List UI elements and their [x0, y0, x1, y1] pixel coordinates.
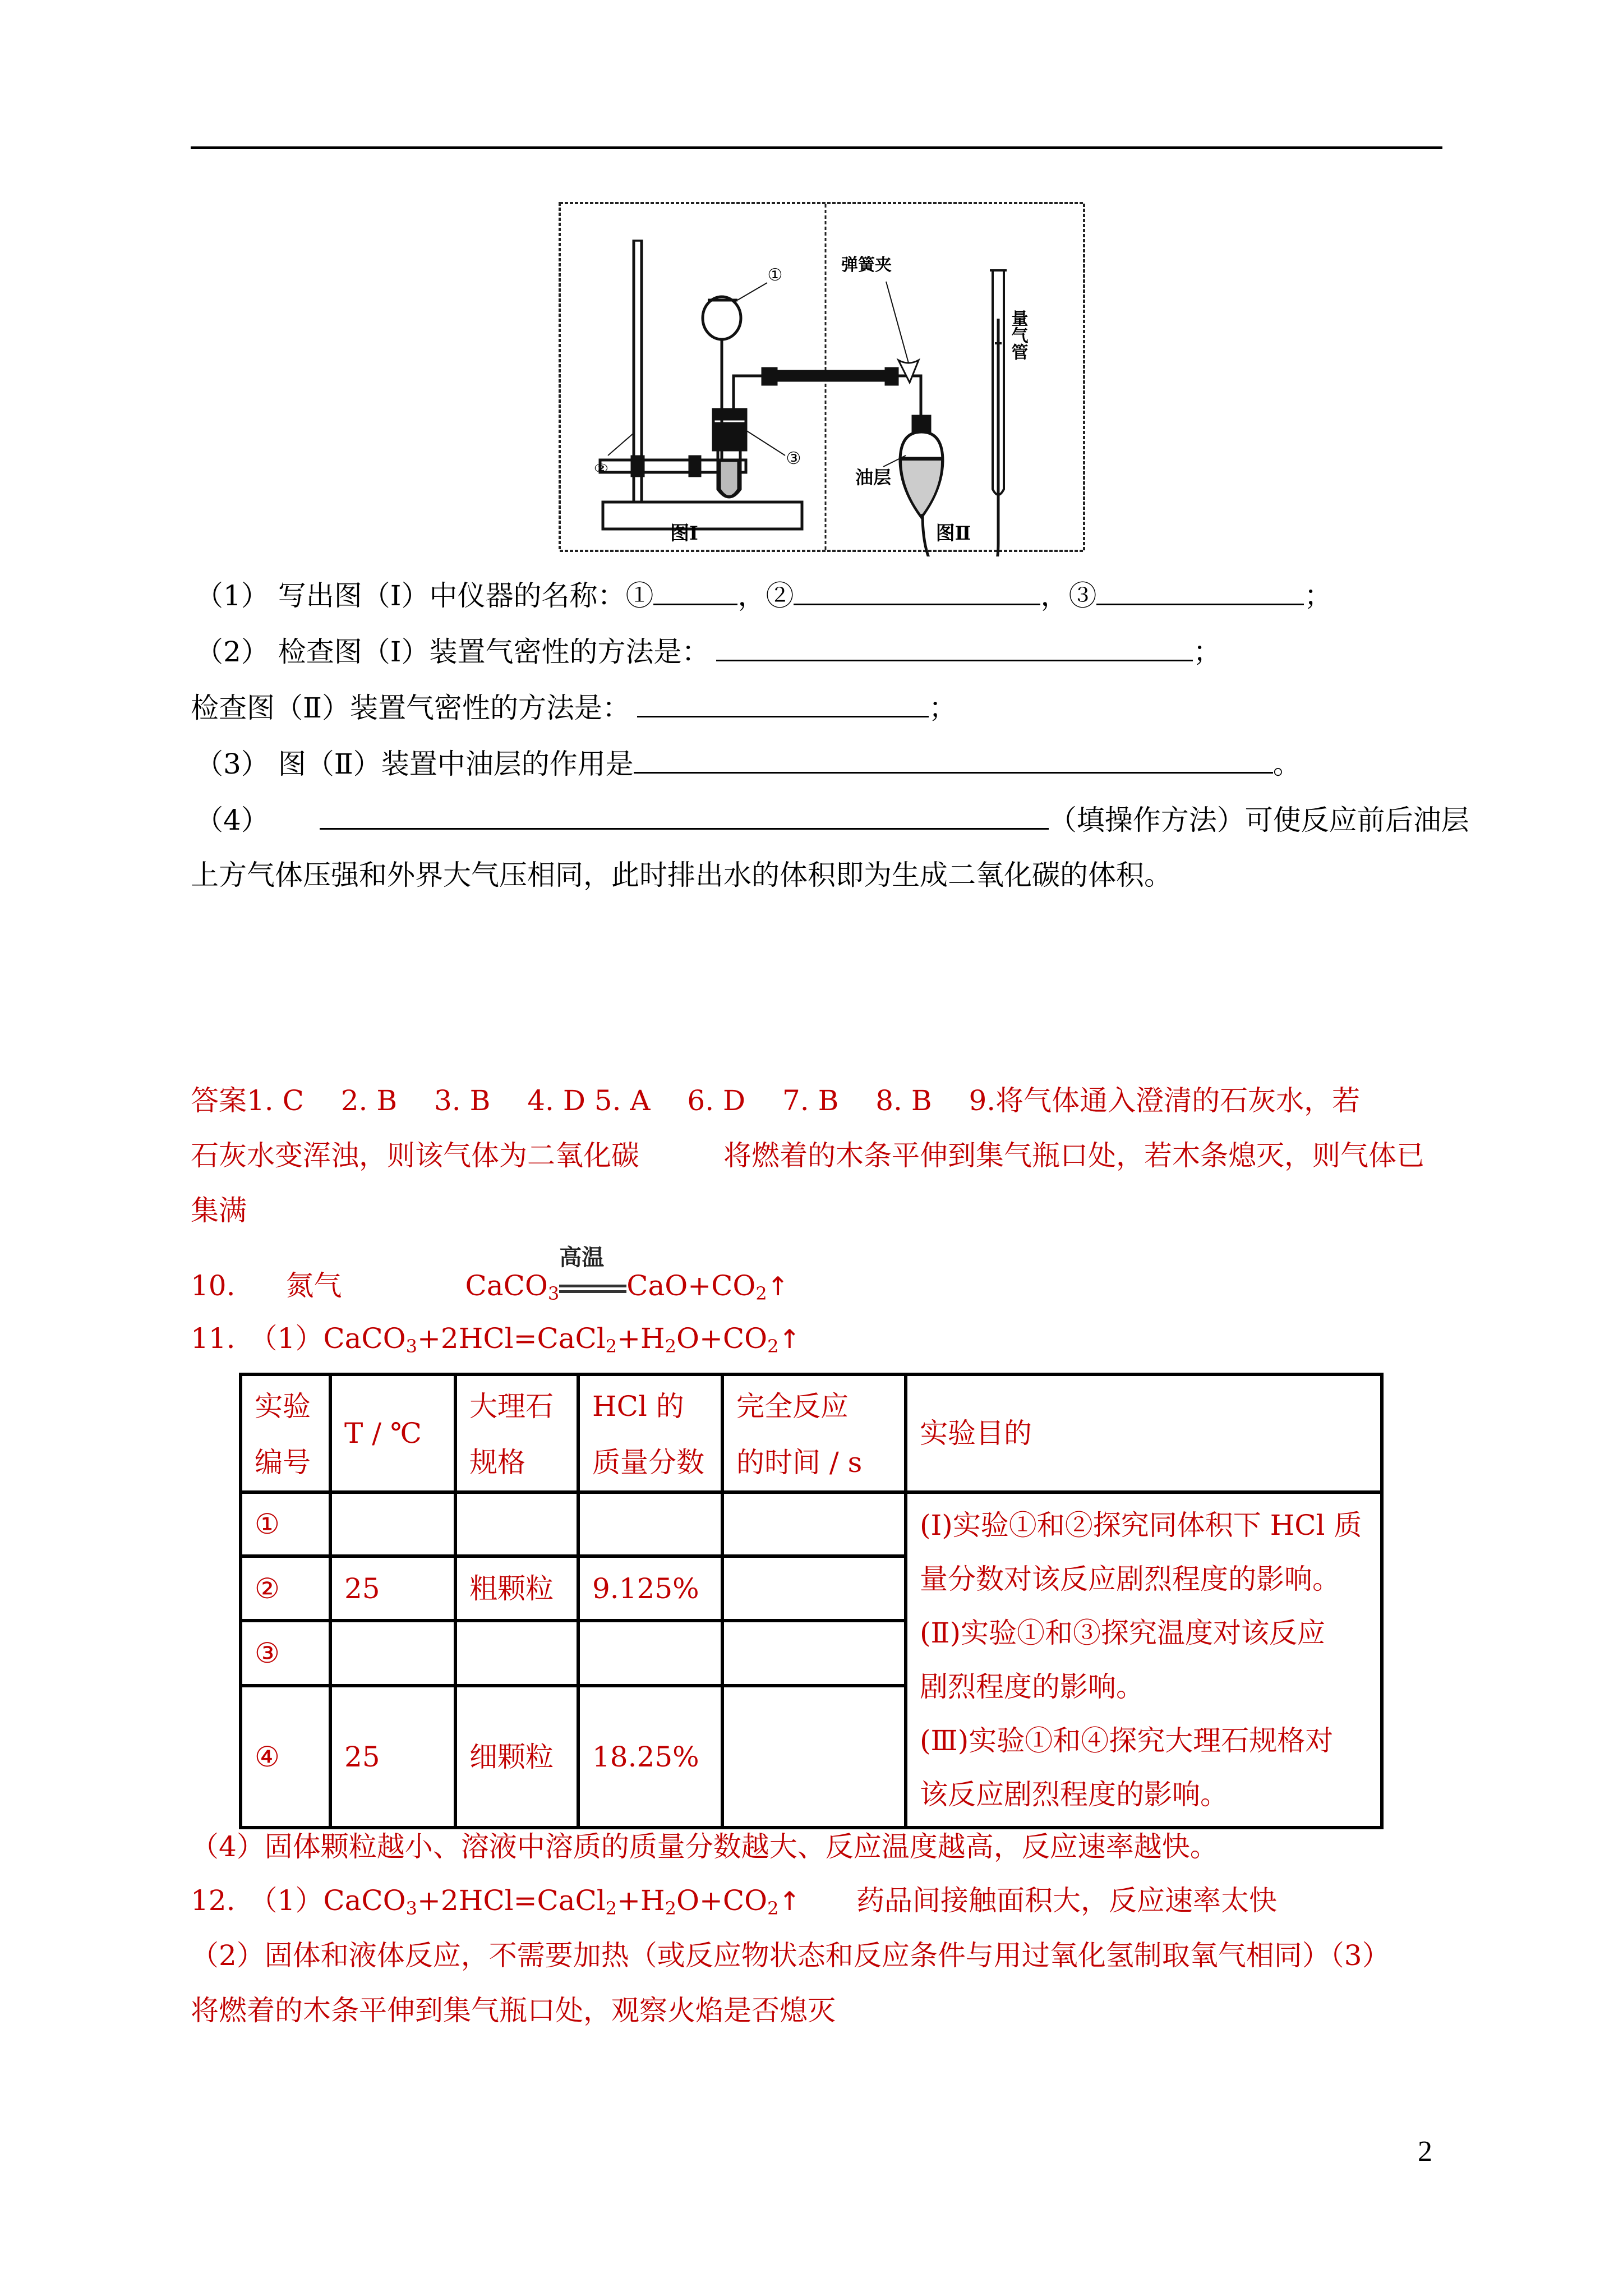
table-header-row — [241, 1374, 1382, 1492]
apparatus-figure — [555, 197, 1088, 556]
high-temp-equals: 高温 — [559, 1271, 626, 1305]
gas-arrow-icon: ↑ — [767, 1271, 789, 1301]
question-3: （3） 图（Ⅱ）装置中油层的作用是 。 — [195, 746, 1301, 781]
answers-line-3: 集满 — [191, 1194, 247, 1227]
oil-layer-label: 油层 — [855, 467, 892, 488]
figure-2-caption: 图Ⅱ — [935, 522, 971, 545]
test-tube — [713, 409, 746, 497]
table-row: ④ 25 细颗粒 18.25% — [241, 1686, 1382, 1828]
gas-arrow-icon: ↑ — [778, 1324, 801, 1354]
header-hcl-fraction: HCl 的 质量分数 — [578, 1374, 722, 1492]
answer-10: 10. 氮气 CaCO$_3$ 高温 $CaO+CO_2↑$ — [191, 1244, 789, 1304]
oil-vessel — [900, 319, 998, 556]
answers-line-2: 石灰水变浑浊，则该气体为二氧化碳 将燃着的木条平伸到集气瓶口处，若木条熄灭，则气体已 — [191, 1139, 1424, 1172]
header-rule — [191, 146, 1442, 149]
header-purpose: 实验目的 — [906, 1374, 1382, 1492]
table-row: ③ — [241, 1621, 1382, 1686]
label-1: ① — [767, 265, 783, 285]
question-1: （1） 写出图（Ⅰ）中仪器的名称：① ，② ，③ ； — [195, 578, 1332, 613]
answer-11-4: （4）固体颗粒越小、溶液中溶质的质量分数越大、反应温度越高，反应速率越快。 — [191, 1830, 1218, 1863]
header-reaction-time: 完全反应 的时间 / s — [722, 1374, 906, 1492]
question-2b: 检查图（Ⅱ）装置气密性的方法是： ； — [191, 690, 957, 725]
answer-blank-operation[interactable] — [320, 802, 1049, 830]
experiment-table — [239, 1373, 1384, 1829]
label-2: ② — [593, 462, 609, 476]
spring-clip-shape — [898, 360, 919, 383]
answer-12-2: （2）固体和液体反应，不需要加热（或反应物状态和反应条件与用过氧化氢制取氧气相同）（3） — [191, 1939, 1390, 1972]
spring-clip-label: 弹簧夹 — [841, 255, 892, 275]
answer-12-1: 12. $(1)CaCO_3+2HCl=CaCl_2+H_2O+CO_2↑$ 药品间接触面积大，反应速率太快 — [191, 1884, 1278, 1919]
answer-11-1: 11. $(1)CaCO_3+2HCl=CaCl_2+H_2O+CO_2↑$ — [191, 1322, 801, 1357]
answer-blank-2[interactable] — [794, 578, 1040, 605]
label-3: ③ — [786, 449, 801, 468]
answer-12-3: 将燃着的木条平伸到集气瓶口处，观察火焰是否熄灭 — [191, 1994, 836, 2027]
header-exp-no: 实验 编号 — [241, 1374, 330, 1492]
table-row: ① (Ⅰ)实验①和②探究同体积下 HCl 质 量分数对该反应剧烈程度的影响。 (Ⅱ)实验①和③探究温度对该反应 剧烈程度的影响。 (Ⅲ)实验①和④探究大理石规格对 该反应剧烈程度的影响。 — [241, 1492, 1382, 1556]
question-4: （4） （填操作方法）可使反应前后油层 — [195, 802, 1469, 837]
purpose-cell: (Ⅰ)实验①和②探究同体积下 HCl 质 量分数对该反应剧烈程度的影响。 (Ⅱ)实验①和③探究温度对该反应 剧烈程度的影响。 (Ⅲ)实验①和④探究大理石规格对 该反应剧烈程度的影响。 — [906, 1492, 1382, 1828]
header-marble-spec: 大理石 规格 — [455, 1374, 578, 1492]
gas-tube-label: 量气管 — [1008, 310, 1028, 360]
delivery-tube — [734, 360, 921, 419]
figure-1-caption: 图Ⅰ — [670, 522, 698, 545]
answer-blank-oil[interactable] — [634, 746, 1273, 774]
answer-blank-1[interactable] — [653, 578, 737, 605]
header-temp: T / ℃ — [330, 1374, 455, 1492]
gas-arrow-icon: ↑ — [778, 1886, 801, 1916]
question-2: （2） 检查图（Ⅰ）装置气密性的方法是： ； — [195, 634, 1221, 669]
answer-blank-airtight-2[interactable] — [637, 690, 929, 717]
page-number: 2 — [1418, 2136, 1432, 2168]
table-row: ② 25 粗颗粒 9.125% — [241, 1556, 1382, 1621]
answers-line-1: 答案1. C 2. B 3. B 4. D 5. A 6. D 7. B 8. B 9.将气体通入澄清的石灰水，若 — [191, 1084, 1361, 1117]
answer-blank-3[interactable] — [1096, 578, 1304, 605]
question-4-continued: 上方气体压强和外界大气压相同，此时排出水的体积即为生成二氧化碳的体积。 — [191, 859, 1172, 891]
answer-blank-airtight-1[interactable] — [716, 634, 1193, 661]
